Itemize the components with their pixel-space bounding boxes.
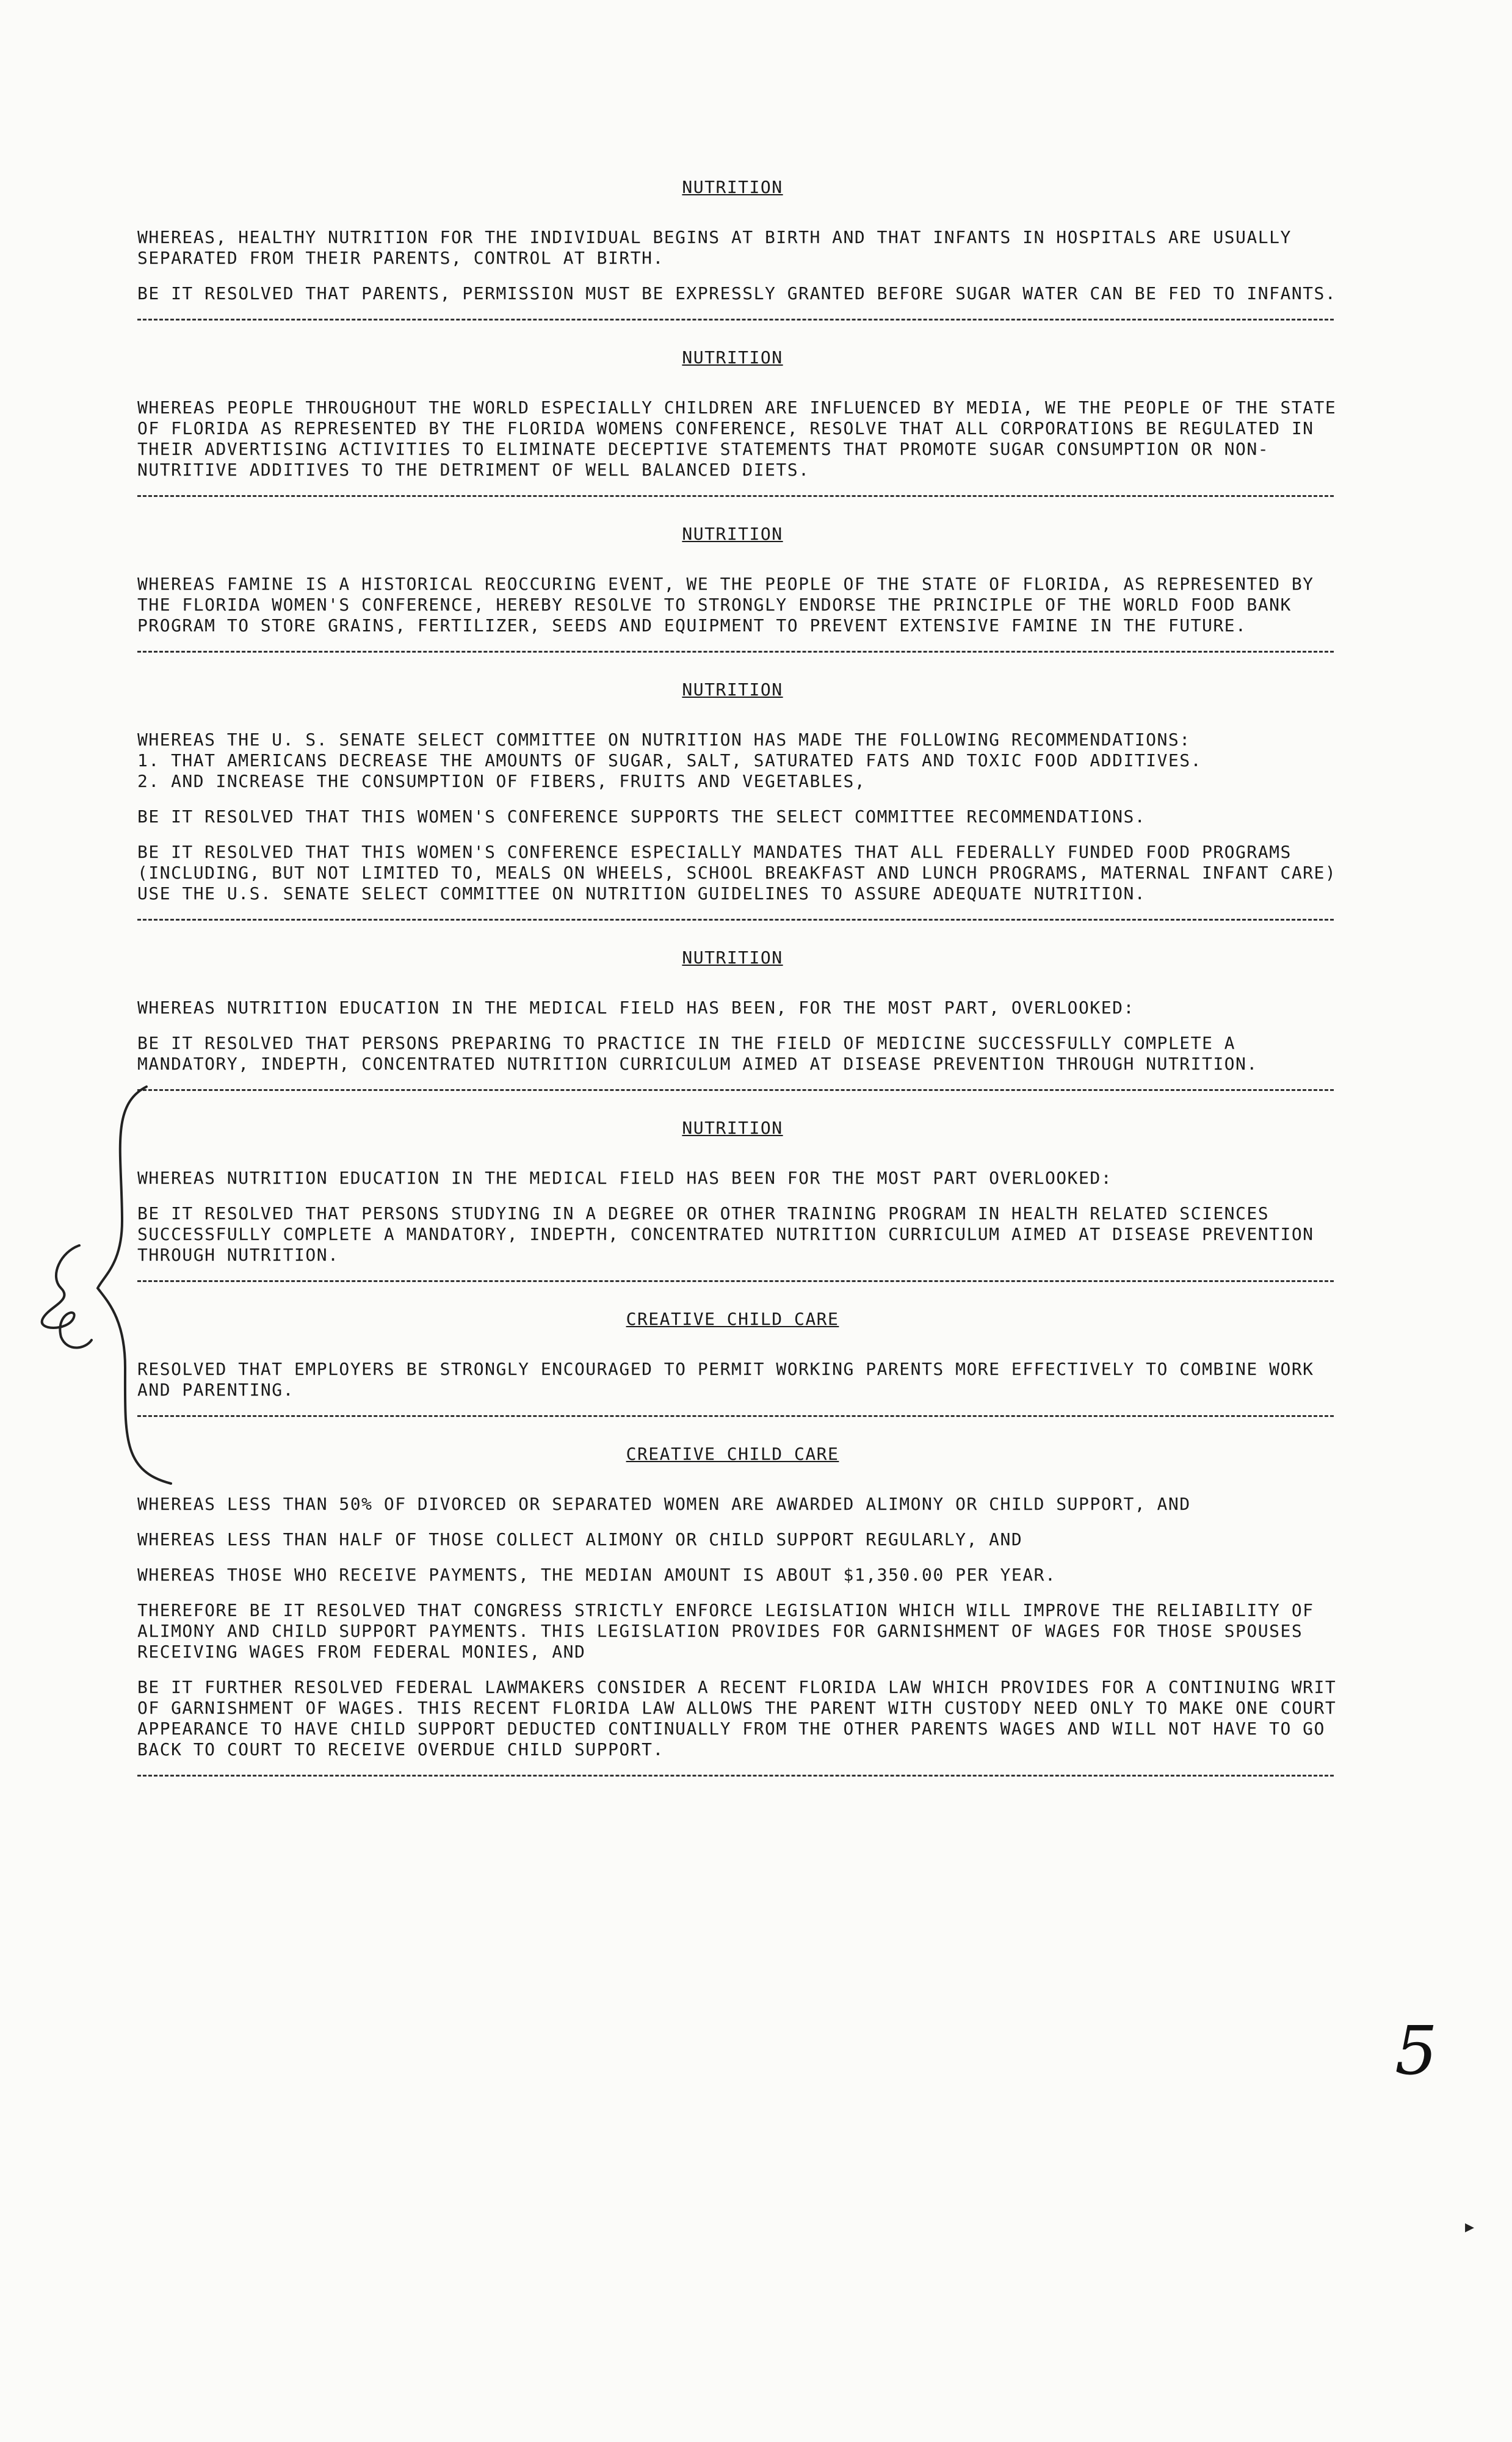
section-heading: NUTRITION: [682, 1118, 783, 1138]
resolved-clause: BE IT RESOLVED THAT PERSONS PREPARING TO PRACTICE IN THE FIELD OF MEDICINE SUCCESSFULLY COMPLETE A MANDATORY, INDEPTH, CONCENTRATED NUTRITION CURRICULUM AIMED AT DISEASE PREVENTION THROUGH NUTRITION.: [137, 1033, 1258, 1074]
resolution-section: [137, 1444, 1395, 1777]
resolved-clause: BE IT RESOLVED THAT PARENTS, PERMISSION MUST BE EXPRESSLY GRANTED BEFORE SUGAR WATER CAN BE FED TO INFANTS.: [137, 283, 1337, 303]
section-heading: CREATIVE CHILD CARE: [626, 1309, 839, 1329]
resolution-section: [137, 1309, 1395, 1417]
section-heading: NUTRITION: [682, 347, 783, 368]
section-divider: [137, 495, 1334, 497]
section-heading: NUTRITION: [682, 679, 783, 700]
list-item: 1. THAT AMERICANS DECREASE THE AMOUNTS OF SUGAR, SALT, SATURATED FATS AND TOXIC FOOD ADDITIVES.: [137, 750, 1202, 770]
section-divider: [137, 1415, 1334, 1417]
whereas-clause: WHEREAS LESS THAN HALF OF THOSE COLLECT ALIMONY OR CHILD SUPPORT REGULARLY, AND: [137, 1529, 1023, 1549]
whereas-clause: WHEREAS PEOPLE THROUGHOUT THE WORLD ESPECIALLY CHILDREN ARE INFLUENCED BY MEDIA, WE THE PEOPLE OF THE STATE OF FLORIDA AS REPRESENTED BY THE FLORIDA WOMENS CONFERENCE, RESOLVE THAT ALL CORPORATIONS BE REGULATED IN THEIR ADVERTISING ACTIVITIES TO ELIMINATE DECEPTIVE STATEMENTS THAT PROMOTE SUGAR CONSUMPTION OR NON-NUTRITIVE ADDITIVES TO THE DETRIMENT OF WELL BALANCED DIETS.: [137, 397, 1337, 480]
handwritten-initials-mark: [24, 1239, 110, 1361]
section-heading: NUTRITION: [682, 524, 783, 544]
whereas-clause: WHEREAS NUTRITION EDUCATION IN THE MEDICAL FIELD HAS BEEN, FOR THE MOST PART, OVERLOOKED:: [137, 998, 1135, 1018]
resolution-section: [137, 347, 1395, 497]
section-divider: [137, 1280, 1334, 1282]
whereas-clause: WHEREAS THOSE WHO RECEIVE PAYMENTS, THE MEDIAN AMOUNT IS ABOUT $1,350.00 PER YEAR.: [137, 1565, 1057, 1585]
whereas-clause: WHEREAS NUTRITION EDUCATION IN THE MEDICAL FIELD HAS BEEN FOR THE MOST PART OVERLOOKED:: [137, 1168, 1113, 1188]
resolved-clause: BE IT RESOLVED THAT THIS WOMEN'S CONFERENCE ESPECIALLY MANDATES THAT ALL FEDERALLY FUNDED FOOD PROGRAMS (INCLUDING, BUT NOT LIMITED TO, MEALS ON WHEELS, SCHOOL BREAKFAST AND LUNCH PROGRAMS, MATERNAL INFANT CARE) USE THE U.S. SENATE SELECT COMMITTEE ON NUTRITION GUIDELINES TO ASSURE ADEQUATE NUTRITION.: [137, 842, 1337, 904]
section-heading: NUTRITION: [682, 177, 783, 197]
section-divider: [137, 1775, 1334, 1777]
whereas-clause: WHEREAS, HEALTHY NUTRITION FOR THE INDIVIDUAL BEGINS AT BIRTH AND THAT INFANTS IN HOSPITALS ARE USUALLY SEPARATED FROM THEIR PARENTS, CONTROL AT BIRTH.: [137, 227, 1292, 268]
resolved-clause: THEREFORE BE IT RESOLVED THAT CONGRESS STRICTLY ENFORCE LEGISLATION WHICH WILL IMPROVE THE RELIABILITY OF ALIMONY AND CHILD SUPPORT PAYMENTS. THIS LEGISLATION PROVIDES FOR GARNISHMENT OF WAGES FOR THOSE SPOUSES RECEIVING WAGES FROM FEDERAL MONIES, AND: [137, 1600, 1314, 1662]
whereas-clause: WHEREAS FAMINE IS A HISTORICAL REOCCURING EVENT, WE THE PEOPLE OF THE STATE OF FLORIDA, AS REPRESENTED BY THE FLORIDA WOMEN'S CONFERENCE, HEREBY RESOLVE TO STRONGLY ENDORSE THE PRINCIPLE OF THE WORLD FOOD BANK PROGRAM TO STORE GRAINS, FERTILIZER, SEEDS AND EQUIPMENT TO PREVENT EXTENSIVE FAMINE IN THE FUTURE.: [137, 574, 1314, 636]
resolution-section: [137, 524, 1395, 653]
resolved-clause: BE IT RESOLVED THAT PERSONS STUDYING IN A DEGREE OR OTHER TRAINING PROGRAM IN HEALTH RELATED SCIENCES SUCCESSFULLY COMPLETE A MANDATORY, INDEPTH, CONCENTRATED NUTRITION CURRICULUM AIMED AT DISEASE PREVENTION THROUGH NUTRITION.: [137, 1203, 1314, 1265]
section-divider: [137, 651, 1334, 653]
page-number: 5: [1395, 2012, 1438, 2090]
resolved-clause: BE IT RESOLVED THAT THIS WOMEN'S CONFERENCE SUPPORTS THE SELECT COMMITTEE RECOMMENDATIONS.: [137, 806, 1146, 827]
whereas-clause: WHEREAS LESS THAN 50% OF DIVORCED OR SEPARATED WOMEN ARE AWARDED ALIMONY OR CHILD SUPPORT, AND: [137, 1494, 1191, 1514]
resolution-section: [137, 177, 1395, 321]
resolution-section: [137, 679, 1395, 921]
list-item: 2. AND INCREASE THE CONSUMPTION OF FIBERS, FRUITS AND VEGETABLES,: [137, 771, 866, 791]
whereas-clause: WHEREAS THE U. S. SENATE SELECT COMMITTEE ON NUTRITION HAS MADE THE FOLLOWING RECOMMENDATIONS:: [137, 730, 1191, 750]
resolution-section: [137, 947, 1395, 1091]
resolved-clause: BE IT FURTHER RESOLVED FEDERAL LAWMAKERS CONSIDER A RECENT FLORIDA LAW WHICH PROVIDES FOR A CONTINUING WRIT OF GARNISHMENT OF WAGES. THIS RECENT FLORIDA LAW ALLOWS THE PARENT WITH CUSTODY NEED ONLY TO MAKE ONE COURT APPEARANCE TO HAVE CHILD SUPPORT DEDUCTED CONTINUALLY FROM THE OTHER PARENTS WAGES AND WILL NOT HAVE TO GO BACK TO COURT TO RECEIVE OVERDUE CHILD SUPPORT.: [137, 1677, 1337, 1759]
resolution-section: [137, 1118, 1395, 1282]
section-divider: [137, 1089, 1334, 1091]
section-divider: [137, 919, 1334, 921]
section-heading: NUTRITION: [682, 947, 783, 968]
section-divider: [137, 319, 1334, 321]
section-heading: CREATIVE CHILD CARE: [626, 1444, 839, 1464]
document-body: [137, 177, 1395, 1803]
resolved-clause: RESOLVED THAT EMPLOYERS BE STRONGLY ENCOURAGED TO PERMIT WORKING PARENTS MORE EFFECTIVELY TO COMBINE WORK AND PARENTING.: [137, 1359, 1314, 1400]
stray-mark-icon: ▸: [1465, 2216, 1475, 2237]
